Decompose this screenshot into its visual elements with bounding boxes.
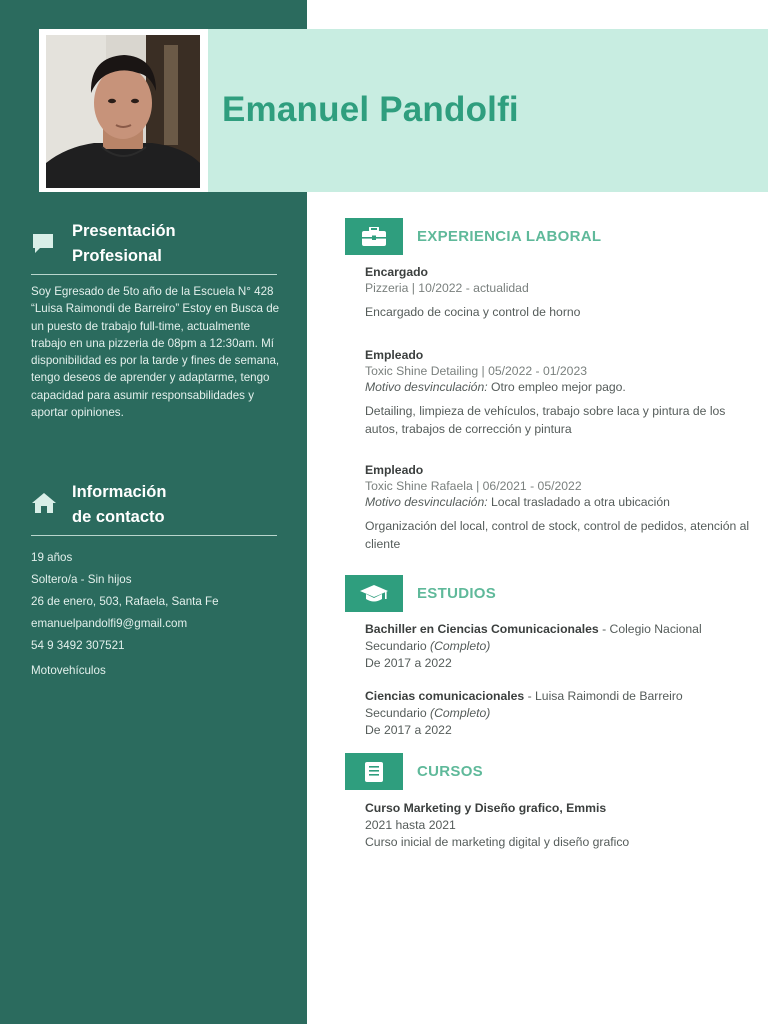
experience-description: Organización del local, control de stock, control de pedidos, atención al cliente [365, 519, 750, 551]
study-level: Secundario [365, 639, 431, 653]
contact-divider [31, 535, 277, 536]
studies-badge [345, 575, 403, 612]
experience-entry [365, 347, 760, 438]
contact-title [72, 480, 166, 530]
study-institution: - Colegio Nacional [598, 622, 702, 636]
study-institution: - Luisa Raimondi de Barreiro [524, 689, 683, 703]
study-degree: Bachiller en Ciencias Comunicacionales [365, 622, 599, 636]
courses-badge [345, 753, 403, 790]
experience-entry [365, 462, 760, 553]
contact-vehicles: Motovehículos [31, 664, 106, 677]
experience-entry [365, 264, 760, 322]
experience-reason-label: Motivo desvinculación: [365, 380, 488, 394]
experience-reason-text: Local trasladado a otra ubicación [487, 495, 670, 509]
course-name-line [365, 800, 765, 817]
study-entry [365, 621, 765, 672]
course-entry [365, 800, 765, 851]
courses-title: CURSOS [417, 763, 483, 780]
candidate-name: Emanuel Pandolfi [222, 90, 519, 129]
experience-description: Detailing, limpieza de vehículos, trabajo sobre laca y pintura de los autos, trabajos de corrección y pintura [365, 404, 726, 436]
study-heading [365, 621, 765, 638]
studies-title: ESTUDIOS [417, 585, 497, 602]
study-dates: De 2017 a 2022 [365, 656, 452, 670]
experience-title: EXPERIENCIA LABORAL [417, 228, 602, 245]
presentation-title [72, 219, 176, 269]
experience-reason [365, 379, 760, 395]
contact-heading [31, 480, 277, 530]
study-heading [365, 688, 765, 705]
experience-meta: Toxic Shine Detailing | 05/2022 - 01/2023 [365, 364, 588, 378]
study-dates: De 2017 a 2022 [365, 723, 452, 737]
study-level-line [365, 705, 765, 722]
experience-badge [345, 218, 403, 255]
contact-title-line2: de contacto [72, 508, 165, 526]
study-level: Secundario [365, 706, 431, 720]
study-status: (Completo) [430, 706, 491, 720]
briefcase-icon [361, 227, 387, 247]
study-status: (Completo) [430, 639, 491, 653]
contact-title-line1: Información [72, 483, 167, 501]
experience-reason [365, 494, 760, 510]
study-degree: Ciencias comunicacionales [365, 689, 525, 703]
experience-role: Empleado [365, 348, 424, 362]
experience-reason-label: Motivo desvinculación: [365, 495, 488, 509]
presentation-title-line1: Presentación [72, 222, 176, 240]
presentation-text: Soy Egresado de 5to año de la Escuela N° 428 “Luisa Raimondi de Barreiro” Estoy en Busca de un puesto de trabajo full-time, actualmente trabajo en una pizzeria de 08pm a 12:30am. Mí disponibilidad es por la tarde y fines de semana, tengo deseos de aprender y adaptarme, tengo capacidad para asumir responsabilidades y aportar opiniones. [31, 285, 280, 420]
course-name: Curso Marketing y Diseño grafico, Emmis [365, 801, 607, 815]
contact-email[interactable]: emanuelpandolfi9@gmail.com [31, 617, 188, 630]
course-description: Curso inicial de marketing digital y diseño grafico [365, 835, 630, 849]
contact-list [31, 548, 281, 658]
home-icon [31, 492, 57, 514]
profile-photo-image [46, 35, 200, 188]
profile-photo [39, 29, 208, 192]
presentation-divider [31, 274, 277, 275]
presentation-title-line2: Profesional [72, 247, 162, 265]
presentation-heading [31, 219, 277, 269]
study-entry [365, 688, 765, 739]
experience-reason-text: Otro empleo mejor pago. [487, 380, 626, 394]
contact-status: Soltero/a - Sin hijos [31, 573, 132, 586]
contact-phone[interactable]: 54 9 3492 307521 [31, 639, 125, 652]
course-dates: 2021 hasta 2021 [365, 818, 456, 832]
experience-description: Encargado de cocina y control de horno [365, 305, 581, 319]
experience-role: Encargado [365, 265, 428, 279]
book-icon [364, 761, 384, 783]
graduation-cap-icon [359, 584, 389, 604]
contact-age: 19 años [31, 551, 73, 564]
experience-meta: Toxic Shine Rafaela | 06/2021 - 05/2022 [365, 479, 582, 493]
speech-bubble-icon [31, 231, 55, 255]
experience-meta: Pizzeria | 10/2022 - actualidad [365, 281, 529, 295]
contact-address: 26 de enero, 503, Rafaela, Santa Fe [31, 595, 219, 608]
experience-role: Empleado [365, 463, 424, 477]
study-level-line [365, 638, 765, 655]
